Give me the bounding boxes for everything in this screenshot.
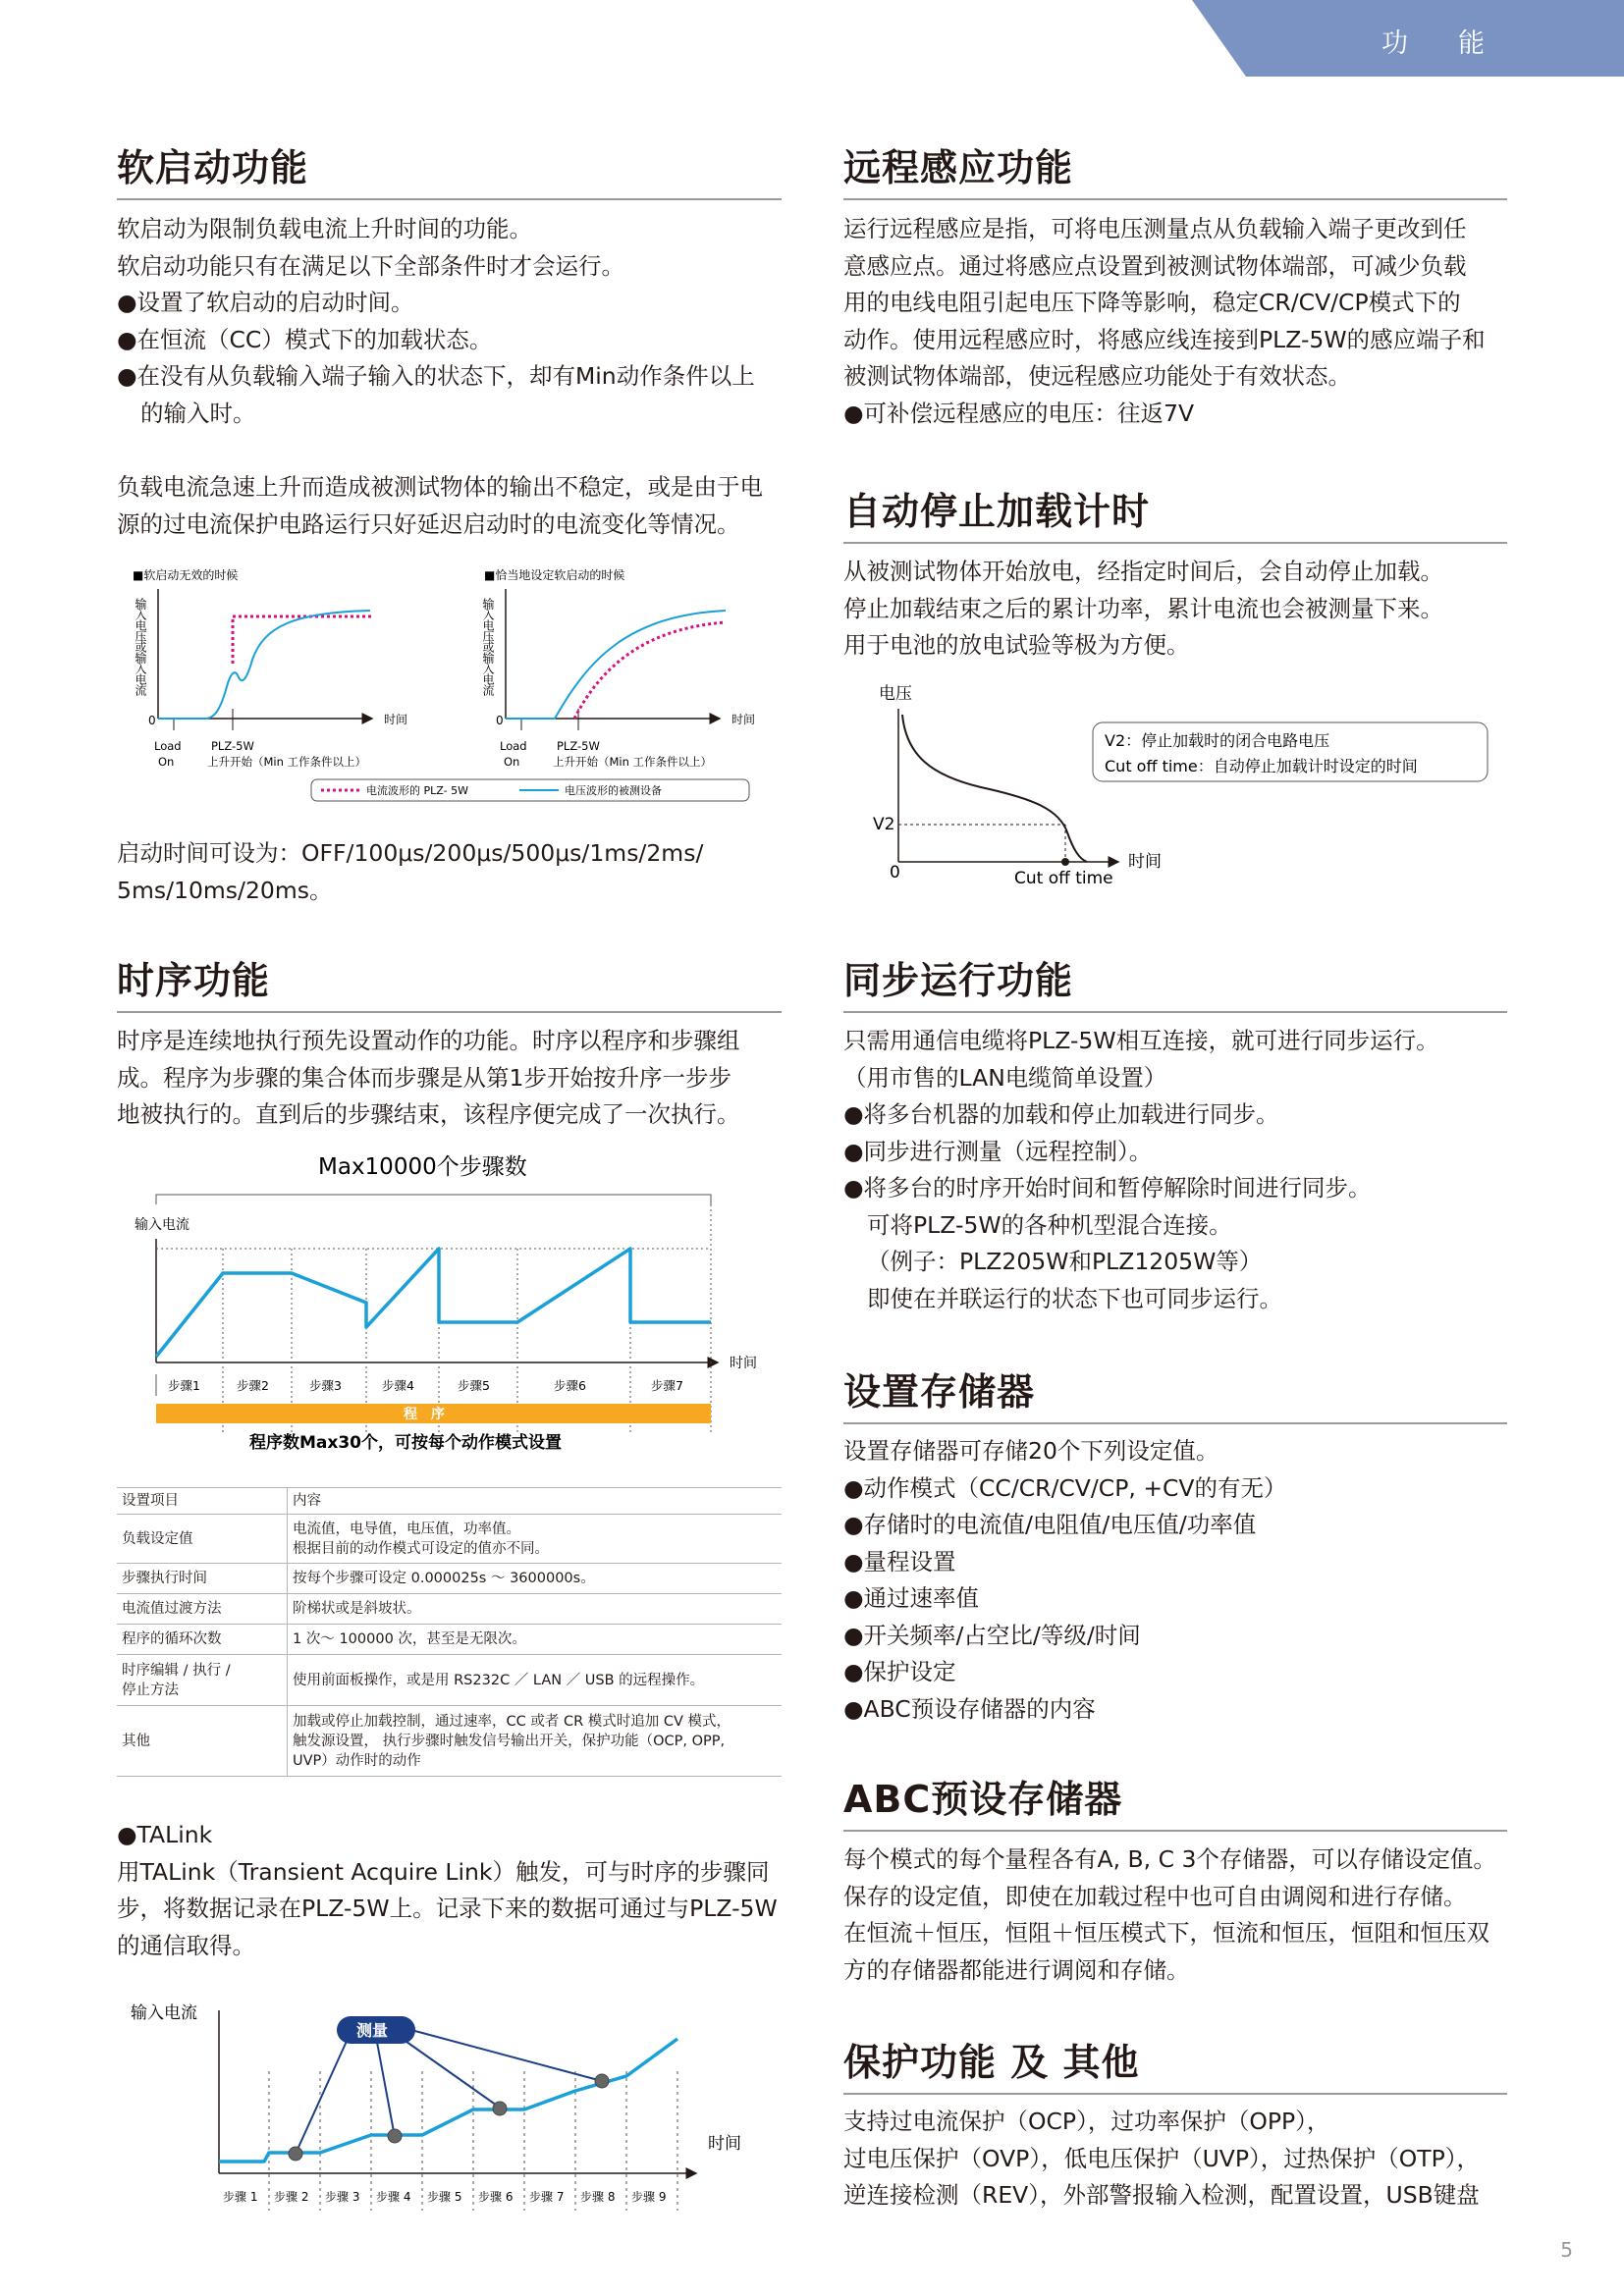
sequence-chart-title: Max10000个步骤数 <box>318 1154 527 1180</box>
chart-left-title: ■软启动无效的时候 <box>133 568 239 582</box>
load-on-label: Load <box>500 739 527 753</box>
text-line: 运行远程感应是指，可将电压测量点从负载输入端子更改到任 <box>843 215 1467 242</box>
zero-label: 0 <box>148 714 156 727</box>
x-axis-label: 时间 <box>1128 852 1162 872</box>
plz-label: PLZ-5W <box>211 739 254 753</box>
text-line: 5ms/10ms/20ms。 <box>117 876 333 904</box>
step-label: 步骤3 <box>309 1378 342 1393</box>
load-on-label: On <box>158 755 175 769</box>
step-gridlines <box>156 1204 711 1435</box>
x-axis-label: 时间 <box>730 1356 757 1371</box>
talink-diagram <box>117 1983 785 2218</box>
rise-start-label: 上升开始（Min 工作条件以上） <box>553 755 713 769</box>
text-line: 地被执行的。直到后的步骤结束，该程序便完成了一次执行。 <box>117 1100 740 1128</box>
text-line: ●同步进行测量（远程控制）。 <box>843 1137 1153 1165</box>
step-label: 步骤5 <box>458 1378 490 1393</box>
text-line: 动作。使用远程感应时，将感应线连接到PLZ-5W的感应端子和 <box>843 325 1486 353</box>
text-line: 用的电线电阻引起电压下降等影响，稳定CR/CV/CP模式下的 <box>843 289 1461 316</box>
abc-title: ABC预设存储器 <box>843 1779 1507 1832</box>
legend-dut: 电压波形的被测设备 <box>565 784 662 797</box>
text-line: ●动作模式（CC/CR/CV/CP, +CV的有无） <box>843 1473 1287 1502</box>
sequence-diagram <box>117 1141 785 1465</box>
protection-title: 保护功能 及 其他 <box>843 2042 1507 2095</box>
step-label: 步骤6 <box>554 1378 586 1393</box>
x-axis-label: 时间 <box>731 713 756 726</box>
text-line: ●在没有从负载输入端子输入的状态下，却有Min动作条件以上 <box>117 362 755 390</box>
sequence-title: 时序功能 <box>117 960 782 1013</box>
text-line: 停止加载结束之后的累计功率，累计电流也会被测量下来。 <box>843 594 1443 622</box>
x-axis-label: 时间 <box>384 713 408 726</box>
text-line: 用于电池的放电试验等极为方便。 <box>843 631 1190 659</box>
start-time-text <box>117 835 785 909</box>
table-value: 1 次～ 100000 次，甚至是无限次。 <box>288 1625 783 1655</box>
legend-v2: V2：停止加载时的闭合电路电压 <box>1105 731 1330 750</box>
text-line: 保存的设定值，即使在加载过程中也可自由调阅和进行存储。 <box>843 1882 1467 1910</box>
remote-sense-title: 远程感应功能 <box>843 147 1507 200</box>
step-label: 步骤 5 <box>427 2190 462 2204</box>
table-value: 按每个步骤可设定 0.000025s ～ 3600000s。 <box>288 1564 783 1594</box>
step-label: 步骤 7 <box>529 2190 565 2204</box>
legend-plz: 电流波形的 PLZ- 5W <box>366 784 468 797</box>
text-line: 的输入时。 <box>140 399 256 427</box>
step-label: 步骤 8 <box>580 2190 616 2204</box>
soft-start-title: 软启动功能 <box>117 147 782 200</box>
text-line: 软启动功能只有在满足以下全部条件时才会运行。 <box>117 251 624 280</box>
table-key: 负载设定值 <box>117 1515 288 1564</box>
text-line: ●保护设定 <box>843 1658 956 1685</box>
text-line: 被测试物体端部，使远程感应功能处于有效状态。 <box>843 362 1351 390</box>
table-header-row <box>117 1488 782 1515</box>
text-line: 只需用通信电缆将PLZ-5W相互连接，就可进行同步运行。 <box>843 1027 1439 1054</box>
text-line: 从被测试物体开始放电，经指定时间后，会自动停止加载。 <box>843 558 1443 585</box>
text-line: 意感应点。通过将感应点设置到被测试物体端部，可减少负载 <box>843 251 1467 280</box>
plz-current-curve <box>574 622 726 719</box>
text-line: 时序是连续地执行预先设置动作的功能。时序以程序和步骤组 <box>117 1027 740 1054</box>
v2-label: V2 <box>873 815 895 834</box>
input-current-waveform <box>156 1249 711 1357</box>
table-row <box>117 1625 782 1655</box>
text-line: 设置存储器可存储20个下列设定值。 <box>843 1437 1219 1465</box>
table-row <box>117 1515 782 1564</box>
zero-label: 0 <box>496 714 504 727</box>
soft-start-para2 <box>117 469 785 543</box>
y-axis-label: 输入电压或输入电流 <box>134 598 147 695</box>
text-line: 在恒流＋恒压，恒阻＋恒压模式下，恒流和恒压，恒阻和恒压双 <box>843 1919 1489 1947</box>
zero-label: 0 <box>890 863 900 882</box>
text-line: ●可补偿远程感应的电压：往返7V <box>843 399 1195 427</box>
memory-title: 设置存储器 <box>843 1371 1507 1424</box>
text-line: ●开关频率/占空比/等级/时间 <box>843 1621 1141 1649</box>
table-header: 设置项目 <box>117 1488 288 1515</box>
sequence-text <box>117 1023 785 1134</box>
dut-voltage-curve <box>158 611 370 719</box>
table-key: 步骤执行时间 <box>117 1564 288 1594</box>
value-line: UVP）动作时的动作 <box>293 1752 421 1769</box>
step-label: 步骤 6 <box>478 2190 514 2204</box>
legend-cutoff: Cut off time：自动停止加载计时设定的时间 <box>1105 757 1418 775</box>
sync-text <box>843 1023 1521 1317</box>
value-line: 根据目前的动作模式可设定的值亦不同。 <box>293 1540 549 1557</box>
cutoff-point <box>1061 858 1069 866</box>
soft-start-text <box>117 211 785 432</box>
text-line: （例子：PLZ205W和PLZ1205W等） <box>867 1248 1263 1275</box>
table-key <box>117 1655 288 1706</box>
text-line: ●量程设置 <box>843 1547 956 1575</box>
text-line: 方的存储器都能进行调阅和存储。 <box>843 1955 1190 1984</box>
table-value <box>288 1515 783 1564</box>
step-label: 步骤 4 <box>376 2190 411 2204</box>
text-line: 每个模式的每个量程各有A, B, C 3个存储器，可以存储设定值。 <box>843 1845 1496 1873</box>
step-label: 步骤 3 <box>325 2190 360 2204</box>
sequence-spec-table <box>117 1487 782 1777</box>
value-line: 电流值，电导值，电压值，功率值。 <box>293 1521 520 1537</box>
step-label: 步骤 2 <box>274 2190 309 2204</box>
table-key: 电流值过渡方法 <box>117 1594 288 1625</box>
step-label: 步骤4 <box>382 1378 414 1393</box>
program-label: 程 序 <box>404 1407 445 1422</box>
x-axis-label: 时间 <box>708 2134 741 2154</box>
measure-lines <box>296 2030 602 2154</box>
protection-text <box>843 2104 1521 2215</box>
text-line: 源的过电流保护电路运行只好延迟启动时的电流变化等情况。 <box>117 509 740 538</box>
chart-right-title: ■恰当地设定软启动的时候 <box>484 568 625 582</box>
step-label: 步骤 9 <box>631 2190 667 2204</box>
table-row <box>117 1564 782 1594</box>
text-line: 步，将数据记录在PLZ-5W上。记录下来的数据可通过与PLZ-5W <box>117 1895 778 1922</box>
text-line: 过电压保护（OVP），低电压保护（UVP），过热保护（OTP）， <box>843 2144 1481 2172</box>
value-line: 加载或停止加载控制，通过速率，CC 或者 CR 模式时追加 CV 模式， <box>293 1713 731 1730</box>
text-line: ●在恒流（CC）模式下的加载状态。 <box>117 325 493 353</box>
load-on-label: Load <box>154 739 182 753</box>
step-label: 步骤2 <box>237 1378 269 1393</box>
step-label: 步骤7 <box>651 1378 683 1393</box>
key-line: 时序编辑 / 执行 / <box>122 1662 231 1679</box>
remote-sense-text <box>843 211 1521 432</box>
text-line: ●将多台机器的加载和停止加载进行同步。 <box>843 1100 1279 1128</box>
text-line: 用TALink（Transient Acquire Link）触发，可与时序的步骤同 <box>117 1857 770 1886</box>
table-row <box>117 1655 782 1706</box>
program-note: 程序数Max30个，可按每个动作模式设置 <box>249 1433 563 1453</box>
text-line: ●通过速率值 <box>843 1584 980 1612</box>
y-axis-label: 电压 <box>879 684 912 704</box>
table-value: 阶梯状或是斜坡状。 <box>288 1594 783 1625</box>
auto-stop-title: 自动停止加载计时 <box>843 491 1507 544</box>
text-line: 即使在并联运行的状态下也可同步运行。 <box>867 1284 1282 1312</box>
input-current-waveform <box>219 2039 677 2162</box>
auto-stop-text <box>843 554 1521 665</box>
table-row <box>117 1706 782 1777</box>
step-label: 步骤 1 <box>223 2190 258 2204</box>
discharge-curve <box>902 715 1087 862</box>
sync-title: 同步运行功能 <box>843 960 1507 1013</box>
auto-stop-diagram <box>843 677 1521 903</box>
abc-text <box>843 1842 1521 1989</box>
text-line: 可将PLZ-5W的各种机型混合连接。 <box>867 1210 1232 1239</box>
talink-text <box>117 1817 785 1964</box>
text-line: 的通信取得。 <box>117 1931 255 1959</box>
text-line: 逆连接检测（REV），外部警报输入检测，配置设置，USB键盘 <box>843 2181 1480 2209</box>
y-axis-label: 输入电压或输入电流 <box>481 598 495 695</box>
step-label: 步骤1 <box>168 1378 200 1393</box>
soft-start-diagram <box>117 561 785 807</box>
text-line: ●将多台的时序开始时间和暂停解除时间进行同步。 <box>843 1174 1372 1201</box>
page-number: 5 <box>1560 2238 1573 2262</box>
text-line: 启动时间可设为：OFF/100μs/200μs/500μs/1ms/2ms/ <box>117 839 704 867</box>
text-line: ●存储时的电流值/电阻值/电压值/功率值 <box>843 1511 1257 1538</box>
text-line: 负载电流急速上升而造成被测试物体的输出不稳定，或是由于电 <box>117 473 763 501</box>
text-line: ●TALink <box>117 1821 213 1848</box>
cutoff-label: Cut off time <box>1014 869 1113 888</box>
table-header: 内容 <box>288 1488 783 1515</box>
section-tab-label: 功 能 <box>1381 28 1496 59</box>
plz-label: PLZ-5W <box>557 739 600 753</box>
table-value: 使用前面板操作，或是用 RS232C ／ LAN ／ USB 的远程操作。 <box>288 1655 783 1706</box>
measure-label: 测量 <box>356 2021 389 2040</box>
rise-start-label: 上升开始（Min 工作条件以上） <box>207 755 367 769</box>
table-key: 程序的循环次数 <box>117 1625 288 1655</box>
text-line: ●设置了软启动的启动时间。 <box>117 289 414 316</box>
memory-text <box>843 1433 1521 1728</box>
table-key: 其他 <box>117 1706 288 1777</box>
text-line: 软启动为限制负载电流上升时间的功能。 <box>117 215 532 242</box>
y-axis-label: 输入电流 <box>131 2003 197 2023</box>
text-line: （用市售的LAN电缆简单设置） <box>843 1063 1167 1092</box>
y-axis-label: 输入电流 <box>135 1217 189 1233</box>
load-on-label: On <box>504 755 520 769</box>
text-line: 成。程序为步骤的集合体而步骤是从第1步开始按升序一步步 <box>117 1063 731 1092</box>
table-value <box>288 1706 783 1777</box>
value-line: 触发源设置， 执行步骤时触发信号输出开关，保护功能（OCP, OPP, <box>293 1733 726 1749</box>
key-line: 停止方法 <box>122 1682 179 1698</box>
text-line: 支持过电流保护（OCP），过功率保护（OPP）， <box>843 2108 1330 2135</box>
max-steps-bracket <box>156 1195 711 1204</box>
text-line: ●ABC预设存储器的内容 <box>843 1694 1096 1723</box>
table-row <box>117 1594 782 1625</box>
